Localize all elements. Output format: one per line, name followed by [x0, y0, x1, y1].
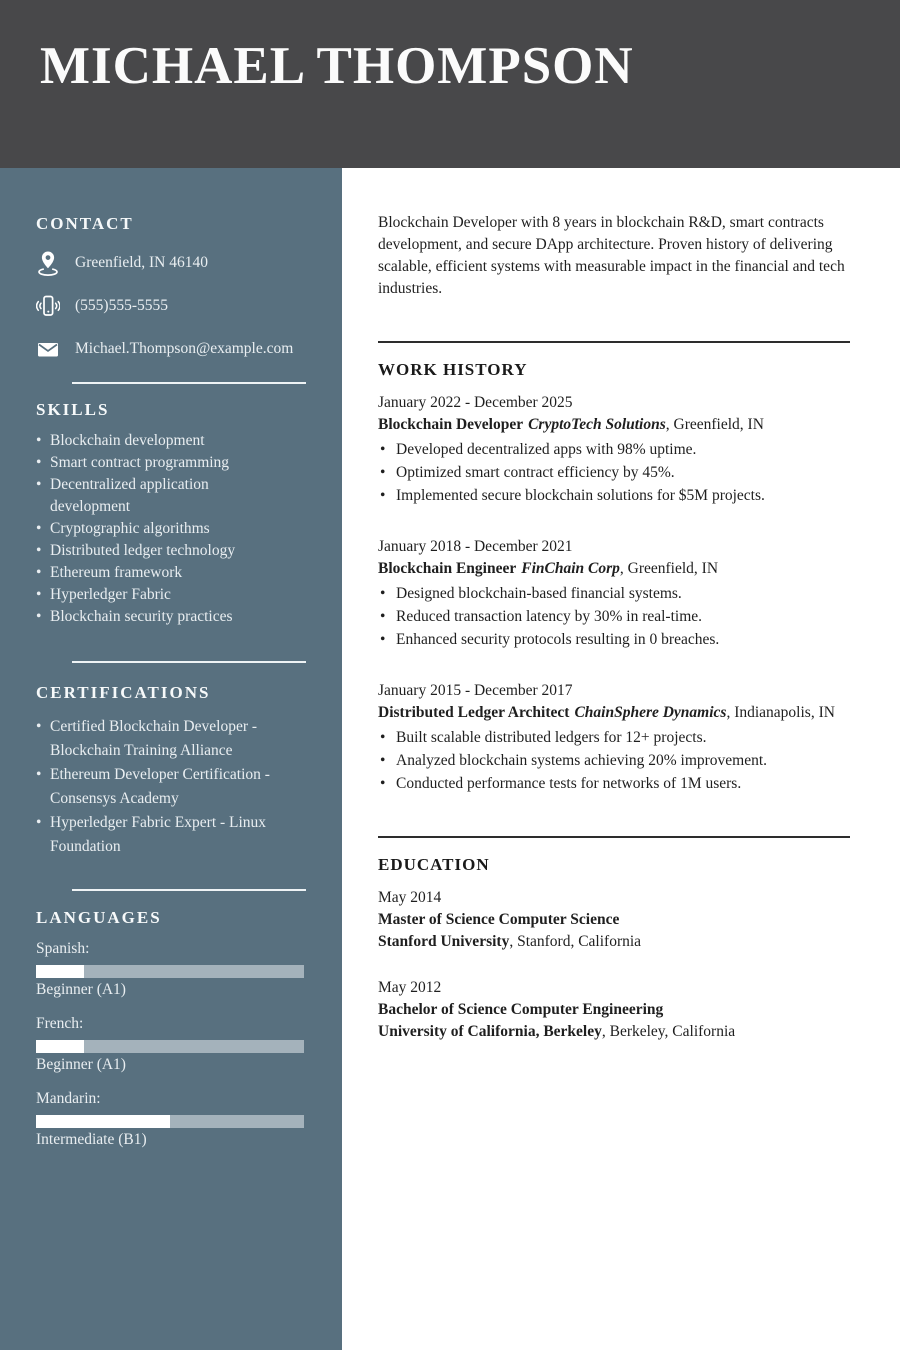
education-section	[378, 855, 850, 1043]
skills-list	[36, 430, 274, 628]
skill-item: • Ethereum framework	[36, 562, 274, 584]
job-company: CryptoTech Solutions	[528, 416, 666, 433]
education-entry	[378, 887, 850, 953]
job-bullet: • Enhanced security protocols resulting in 0 breaches.	[378, 628, 850, 651]
job-dates: January 2015 - December 2017	[378, 682, 573, 699]
job-bullet-list	[378, 726, 850, 795]
phone-icon	[36, 293, 60, 319]
language-item	[36, 939, 306, 1000]
contact-phone-text: (555)555-5555	[75, 297, 168, 314]
education-school-line	[378, 931, 850, 953]
job-bullet: • Analyzed blockchain systems achieving 20% improvement.	[378, 749, 850, 772]
contact-item	[36, 293, 306, 319]
language-name: Spanish:	[36, 940, 90, 957]
language-level: Beginner (A1)	[36, 1056, 126, 1073]
skill-item: • Hyperledger Fabric	[36, 584, 274, 606]
education-date: May 2012	[378, 979, 442, 996]
skill-item: • Blockchain development	[36, 430, 274, 452]
section-divider	[378, 836, 850, 838]
job-location: , Greenfield, IN	[619, 560, 719, 577]
job-bullet: • Reduced transaction latency by 30% in real-time.	[378, 605, 850, 628]
location-pin-icon	[36, 250, 60, 276]
job-bullet: • Developed decentralized apps with 98% uptime.	[378, 438, 850, 461]
job-company: FinChain Corp	[521, 560, 620, 577]
name-title: MICHAEL THOMPSON	[40, 37, 634, 95]
education-degree: Bachelor of Science Computer Engineering	[378, 1001, 664, 1018]
language-level: Beginner (A1)	[36, 981, 126, 998]
job-bullet: • Optimized smart contract efficiency by 45%.	[378, 461, 850, 484]
education-heading: EDUCATION	[378, 855, 490, 874]
language-item	[36, 1089, 306, 1150]
main-column	[342, 168, 900, 1350]
languages-section	[0, 891, 342, 1150]
contact-location-text: Greenfield, IN 46140	[75, 254, 208, 271]
certification-item: • Hyperledger Fabric Expert - Linux Foundation	[36, 811, 278, 859]
job-title: Blockchain Engineer	[378, 560, 517, 577]
job-title-line	[378, 702, 850, 724]
job-bullet: • Implemented secure blockchain solutions for $5M projects.	[378, 484, 850, 507]
job-dates: January 2018 - December 2021	[378, 538, 573, 555]
job-dates: January 2022 - December 2025	[378, 394, 573, 411]
language-progress-fill	[36, 1115, 170, 1128]
job-title: Blockchain Developer	[378, 416, 524, 433]
job-company: ChainSphere Dynamics	[574, 704, 727, 721]
section-divider	[378, 341, 850, 343]
job-entry	[378, 392, 850, 507]
language-item	[36, 1014, 306, 1075]
job-title-line	[378, 414, 850, 436]
certification-item: • Certified Blockchain Developer - Blockchain Training Alliance	[36, 715, 278, 763]
skill-item: • Decentralized application development	[36, 474, 274, 518]
education-school: Stanford University	[378, 933, 510, 950]
job-title-line	[378, 558, 850, 580]
job-entry	[378, 680, 850, 795]
certifications-heading: CERTIFICATIONS	[36, 683, 211, 702]
language-name: Mandarin:	[36, 1090, 101, 1107]
education-location: , Stanford, California	[509, 933, 642, 950]
contact-item	[36, 336, 306, 362]
sidebar	[0, 168, 342, 1350]
certifications-list	[36, 715, 278, 859]
contact-heading: CONTACT	[36, 214, 134, 233]
skill-item: • Cryptographic algorithms	[36, 518, 274, 540]
language-progress-track	[36, 1040, 304, 1053]
job-bullet: • Designed blockchain-based financial systems.	[378, 582, 850, 605]
education-school-line	[378, 1021, 850, 1043]
contact-section	[0, 168, 342, 384]
language-progress-track	[36, 1115, 304, 1128]
contact-item	[36, 250, 306, 276]
contact-list	[36, 250, 306, 362]
education-degree: Master of Science Computer Science	[378, 911, 620, 928]
language-progress-track	[36, 965, 304, 978]
contact-email-text: Michael.Thompson@example.com	[75, 340, 294, 357]
education-date: May 2014	[378, 889, 442, 906]
education-location: , Berkeley, California	[601, 1023, 736, 1040]
certification-item: • Ethereum Developer Certification - Consensys Academy	[36, 763, 278, 811]
education-school: University of California, Berkeley	[378, 1023, 602, 1040]
skill-item: • Smart contract programming	[36, 452, 274, 474]
job-location: , Greenfield, IN	[665, 416, 764, 433]
skills-section	[0, 384, 342, 663]
language-name: French:	[36, 1015, 84, 1032]
email-icon	[36, 336, 60, 362]
skills-heading: SKILLS	[36, 400, 110, 419]
work-history-section	[378, 360, 850, 795]
work-history-heading: WORK HISTORY	[378, 360, 528, 379]
languages-list	[36, 939, 306, 1150]
languages-heading: LANGUAGES	[36, 908, 162, 927]
language-progress-fill	[36, 965, 84, 978]
job-bullet-list	[378, 582, 850, 651]
header-bar	[0, 0, 900, 168]
skill-item: • Blockchain security practices	[36, 606, 274, 628]
job-bullet: • Built scalable distributed ledgers for 12+ projects.	[378, 726, 850, 749]
certifications-section	[0, 663, 342, 891]
language-progress-fill	[36, 1040, 84, 1053]
job-bullet: • Conducted performance tests for networks of 1M users.	[378, 772, 850, 795]
skill-item: • Distributed ledger technology	[36, 540, 274, 562]
job-entry	[378, 536, 850, 651]
summary-text: Blockchain Developer with 8 years in blockchain R&D, smart contracts development, and secure DApp architecture. Proven history of delivering scalable, efficient systems with measurable impact in the financial and tech industries.	[378, 214, 845, 297]
education-entry	[378, 977, 850, 1043]
job-title: Distributed Ledger Architect	[378, 704, 570, 721]
job-location: , Indianapolis, IN	[726, 704, 835, 721]
job-bullet-list	[378, 438, 850, 507]
language-level: Intermediate (B1)	[36, 1131, 147, 1148]
